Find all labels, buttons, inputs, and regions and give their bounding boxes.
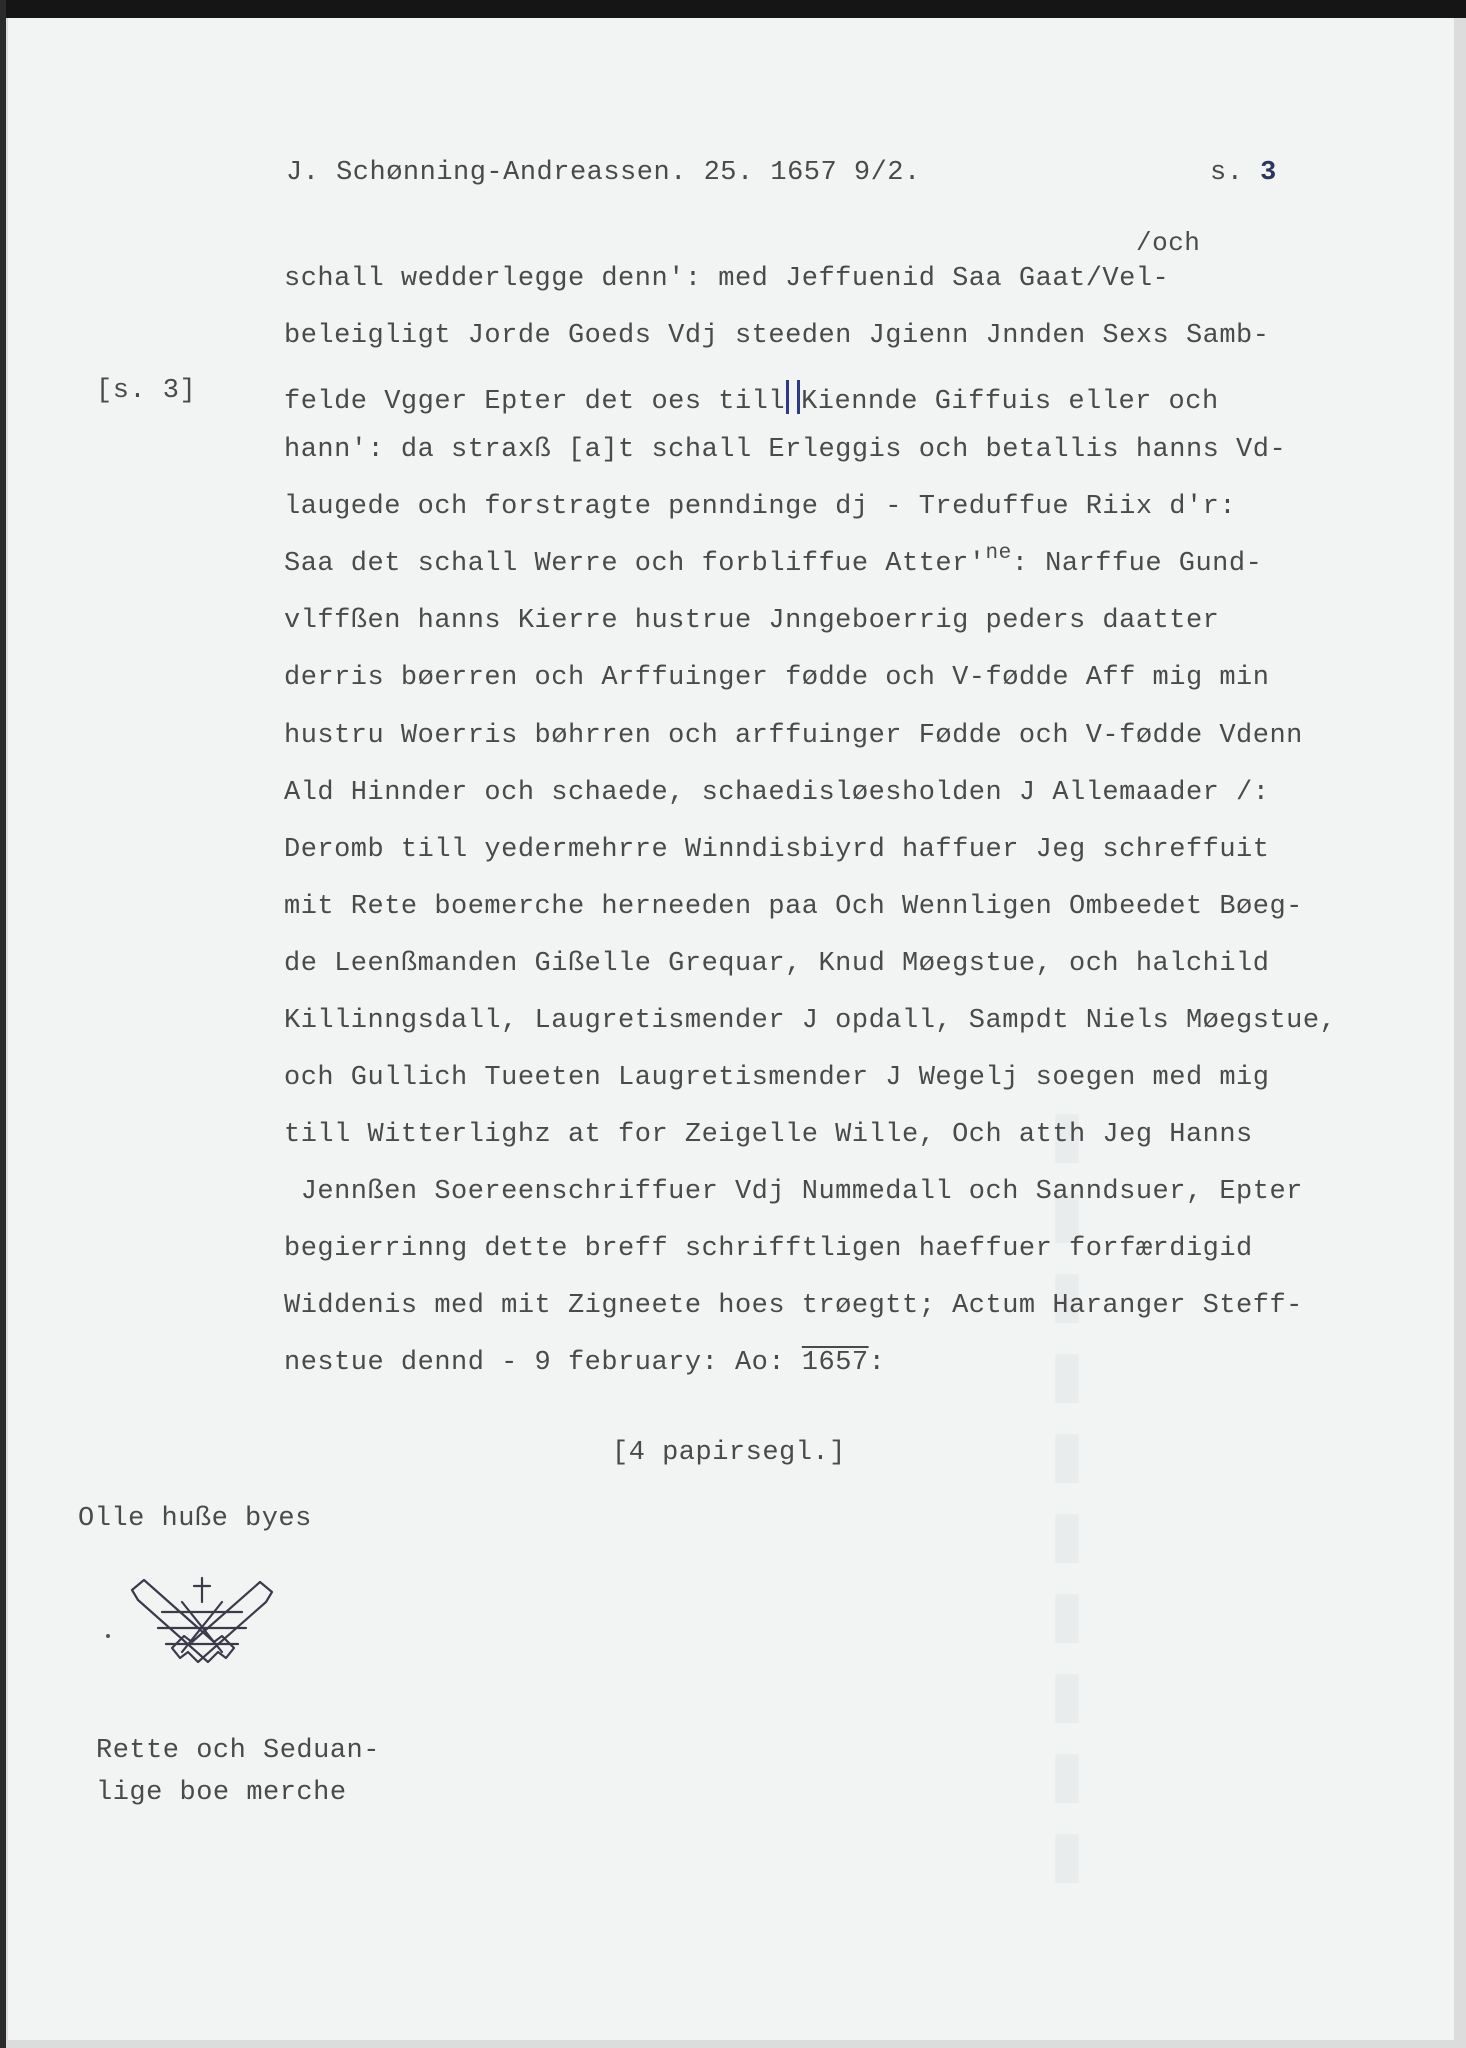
text-line: Widdenis med mit Zigneete hoes trøegtt; Actum Haranger Steff- — [284, 1291, 1303, 1321]
text-line: schall wedderlegge denn': med Jeffuenid Saa Gaat/Vel- — [284, 264, 1170, 294]
text-line: Killinngsdall, Laugretismender J opdall, Sampdt Niels Møegstue, — [284, 1006, 1337, 1036]
page-number — [1210, 160, 1277, 187]
text-line: Deromb till yedermehrre Winndisbiyrd haffuer Jeg schreffuit — [284, 835, 1270, 865]
scan-border-top — [0, 0, 1466, 18]
text-segment: : — [868, 1348, 886, 1378]
interlinear-insertion: /och — [1136, 228, 1201, 258]
margin-page-reference: [s. 3] — [96, 376, 197, 406]
text-line — [284, 542, 1263, 579]
text-line — [284, 380, 1219, 416]
mark-caption-line: lige boe merche — [96, 1778, 347, 1808]
text-line: vlffßen hanns Kierre hustrue Jnngeboerrig peders daatter — [284, 606, 1220, 636]
seal-note: [4 papirsegl.] — [612, 1438, 846, 1468]
overlined-year: 1657 — [801, 1348, 869, 1378]
ink-dot — [106, 1634, 110, 1638]
text-line: till Witterlighz at for Zeigelle Wille, Och atth Jeg Hanns — [284, 1120, 1253, 1150]
text-line: och Gullich Tueeten Laugretismender J Wegelj soegen med mig — [284, 1063, 1270, 1093]
text-segment: nestue dennd - 9 february: Ao: — [284, 1348, 802, 1378]
text-line: laugede och forstragte penndinge dj - Treduffue Riix d'r: — [284, 492, 1237, 522]
bleed-through-shadow: ▮▮▮▮▮▮▮▮▮▮ — [1030, 1100, 1104, 1900]
page-number-digit: 3 — [1260, 158, 1277, 188]
text-line: hann': da straxß [a]t schall Erleggis och betallis hanns Vd- — [284, 435, 1287, 465]
text-line: mit Rete boemerche herneeden paa Och Wennligen Ombeedet Bøeg- — [284, 892, 1303, 922]
superscript: ne — [985, 542, 1012, 565]
text-line: de Leenßmanden Gißelle Grequar, Knud Møegstue, och halchild — [284, 949, 1270, 979]
mark-caption-line: Rette och Seduan- — [96, 1736, 380, 1766]
page-prefix: s. — [1210, 158, 1261, 188]
text-segment: : Narffue Gund- — [1011, 549, 1263, 579]
text-line: beleigligt Jorde Goeds Vdj steeden Jgienn Jnnden Sexs Samb- — [284, 321, 1270, 351]
text-line: derris bøerren och Arffuinger fødde och V-fødde Aff mig min — [284, 663, 1270, 693]
text-line: hustru Woerris bøhrren och arffuinger Fødde och V-fødde Vdenn — [284, 721, 1303, 751]
text-segment: Saa det schall Werre och forbliffue Atter' — [284, 549, 986, 579]
text-line: Jennßen Soereenschriffuer Vdj Nummedall och Sanndsuer, Epter — [284, 1177, 1303, 1207]
scan-border-left — [0, 0, 6, 2048]
text-line — [284, 1350, 885, 1377]
page-break-mark — [786, 380, 800, 414]
document-header: J. Schønning-Andreassen. 25. 1657 9/2. — [286, 158, 921, 188]
text-segment: felde Vgger Epter det oes till — [284, 387, 786, 417]
text-line: begierrinng dette breff schrifftligen haeffuer forfærdigid — [284, 1234, 1253, 1264]
text-segment: Kiennde Giffuis eller och — [801, 387, 1219, 417]
house-mark-icon — [122, 1572, 282, 1682]
text-line: Ald Hinnder och schaede, schaedisløesholden J Allemaader /: — [284, 778, 1270, 808]
signer-name: Olle huße byes — [78, 1504, 312, 1534]
